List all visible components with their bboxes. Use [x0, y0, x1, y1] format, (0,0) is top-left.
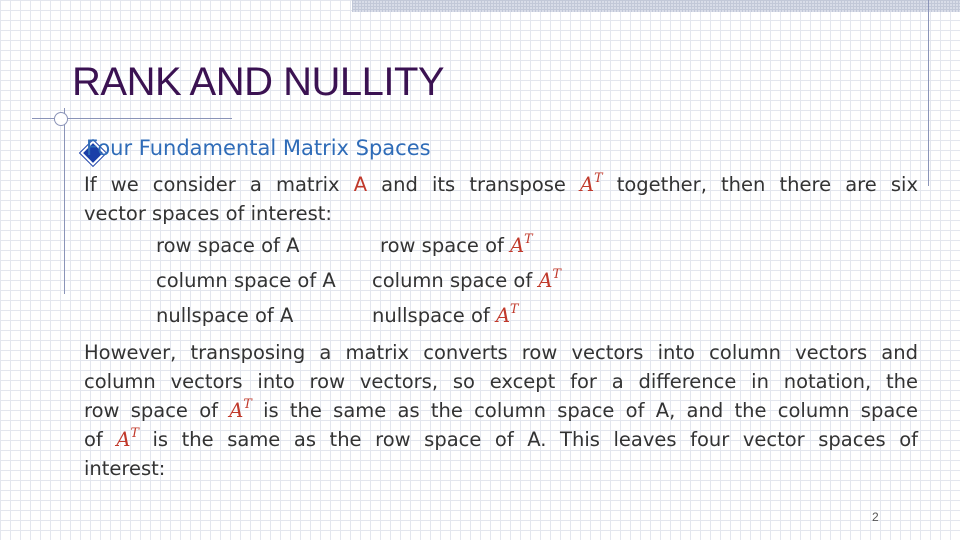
transpose-sup: T — [552, 266, 561, 282]
conclusion-text: of — [84, 428, 117, 451]
space-row — [156, 266, 561, 292]
intro-line-1 — [84, 170, 918, 199]
intro-line-2: vector spaces of interest: — [84, 202, 332, 225]
transpose-sup: T — [524, 231, 533, 247]
transpose-symbol — [116, 425, 139, 451]
transpose-sup: T — [594, 170, 603, 186]
decorative-header-bar — [352, 0, 960, 12]
matrix-symbol: A — [353, 173, 368, 196]
page-number: 2 — [872, 510, 879, 524]
intro-text: together, then there are six — [602, 173, 918, 196]
intro-text: If we consider a matrix — [84, 173, 354, 196]
transpose-sup: T — [243, 396, 252, 412]
transpose-base: A — [495, 304, 511, 327]
space-row — [156, 231, 533, 257]
conclusion-line-3 — [84, 396, 918, 425]
conclusion-paragraph — [84, 338, 918, 483]
slide-title: RANK AND NULLITY — [72, 60, 445, 104]
decorative-vertical-line — [928, 0, 929, 186]
space-right-text: column space of — [372, 269, 539, 292]
space-right — [372, 266, 561, 292]
transpose-sup: T — [130, 425, 139, 441]
transpose-sup: T — [510, 301, 519, 317]
transpose-symbol — [538, 266, 561, 292]
space-right — [372, 301, 519, 327]
transpose-symbol — [495, 301, 519, 327]
section-subtitle: Four Fundamental Matrix Spaces — [86, 136, 431, 160]
conclusion-text: is the same as the row space of A. This leaves four vector spaces of — [138, 428, 918, 451]
space-right — [380, 231, 533, 257]
decorative-vertical-line — [64, 108, 65, 294]
space-right-text: row space of — [380, 234, 511, 257]
conclusion-line-4 — [84, 425, 918, 454]
conclusion-line-1: However, transposing a matrix converts row vectors into column vectors and — [84, 341, 918, 364]
transpose-base: A — [229, 399, 244, 422]
space-left: column space of A — [156, 269, 336, 292]
transpose-symbol — [580, 170, 603, 196]
transpose-symbol — [229, 396, 252, 422]
space-row — [156, 301, 519, 327]
intro-paragraph — [84, 170, 918, 228]
space-right-text: nullspace of — [372, 304, 496, 327]
conclusion-text: row space of — [84, 399, 230, 422]
intro-text: and its transpose — [367, 173, 581, 196]
transpose-base: A — [116, 428, 131, 451]
transpose-symbol — [510, 231, 533, 257]
transpose-base: A — [510, 234, 525, 257]
decorative-circle — [54, 112, 68, 126]
transpose-base: A — [538, 269, 553, 292]
space-left: nullspace of A — [156, 304, 294, 327]
conclusion-line-2: column vectors into row vectors, so except for a difference in notation, the — [84, 370, 918, 393]
conclusion-text: is the same as the column space of A, and the column space — [251, 399, 918, 422]
conclusion-line-5: interest: — [84, 457, 166, 480]
space-left: row space of A — [156, 234, 300, 257]
transpose-base: A — [580, 173, 595, 196]
